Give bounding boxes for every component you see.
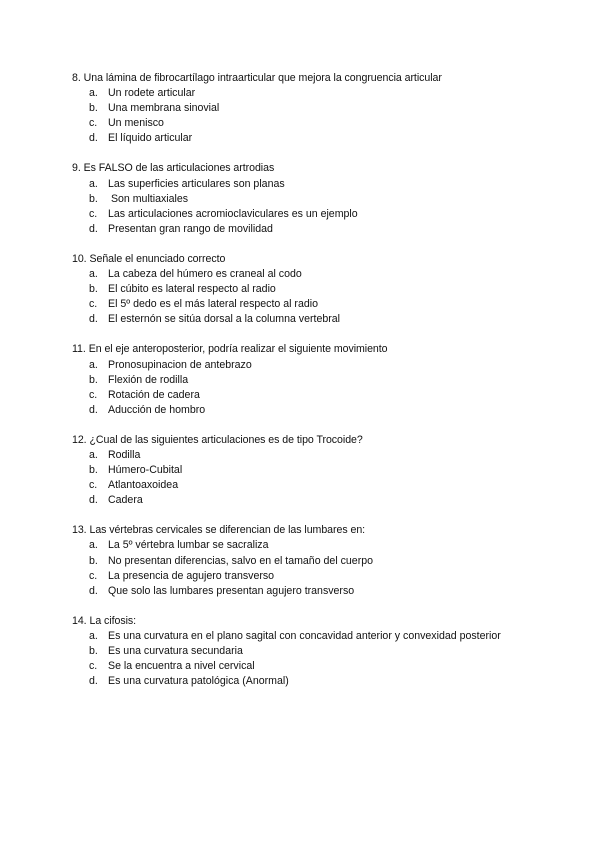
option-c [72, 569, 572, 584]
question-text: Una lámina de fibrocartílago intraarticular que mejora la congruencia articular [83, 72, 442, 84]
option-letter: d. [89, 584, 98, 597]
question-10 [72, 252, 572, 327]
question-stem [72, 71, 572, 86]
option-letter: d. [89, 222, 98, 235]
question-list [72, 71, 572, 704]
question-text: Señale el enunciado correcto [89, 252, 226, 265]
option-letter: a. [89, 87, 98, 100]
option-text: La presencia de agujero transverso [108, 569, 275, 582]
question-number: 13. [72, 524, 87, 537]
option-letter: b. [89, 554, 98, 567]
option-text: El 5º dedo es el más lateral respecto al radio [108, 298, 318, 311]
option-text: Son multiaxiales [108, 192, 189, 205]
question-9 [72, 161, 572, 236]
question-stem [72, 614, 572, 629]
question-text: La cifosis: [89, 614, 137, 627]
question-text: Es FALSO de las articulaciones artrodias [83, 162, 275, 175]
question-text: ¿Cual de las siguientes articulaciones es de tipo Trocoide? [89, 433, 363, 446]
option-letter: c. [89, 207, 98, 220]
option-text: Rodilla [108, 448, 141, 461]
question-8 [72, 71, 572, 146]
option-list [72, 267, 572, 327]
option-letter: c. [89, 298, 98, 311]
question-stem [72, 342, 572, 357]
option-text: La 5º vértebra lumbar se sacraliza [108, 539, 269, 552]
option-letter: b. [89, 464, 98, 477]
option-b [72, 192, 572, 207]
option-letter: a. [89, 358, 98, 371]
option-b [72, 373, 572, 388]
option-b [72, 644, 572, 659]
option-d [72, 131, 572, 146]
option-c [72, 478, 572, 493]
option-list [72, 448, 572, 508]
option-letter: c. [89, 117, 98, 130]
option-letter: c. [89, 660, 98, 673]
question-12 [72, 433, 572, 508]
question-number: 11. [72, 343, 86, 356]
option-letter: a. [89, 539, 98, 552]
option-letter: b. [89, 373, 98, 386]
question-stem [72, 161, 572, 176]
option-text: Una membrana sinovial [108, 102, 220, 115]
option-d [72, 674, 572, 689]
option-text: Un rodete articular [108, 87, 196, 100]
option-letter: a. [89, 629, 98, 642]
option-text: No presentan diferencias, salvo en el tamaño del cuerpo [108, 554, 374, 567]
option-c [72, 388, 572, 403]
option-c [72, 207, 572, 222]
option-text: Es una curvatura patológica (Anormal) [108, 675, 289, 688]
option-b [72, 101, 572, 116]
option-text: El líquido articular [108, 132, 193, 145]
option-d [72, 584, 572, 599]
option-list [72, 629, 572, 689]
option-a [72, 267, 572, 282]
option-a [72, 629, 572, 644]
option-text: Que solo las lumbares presentan agujero transverso [108, 584, 355, 597]
option-letter: c. [89, 388, 98, 401]
option-text: Pronosupinacion de antebrazo [108, 358, 252, 371]
option-text: Aducción de hombro [108, 403, 206, 416]
question-13 [72, 523, 572, 598]
option-c [72, 116, 572, 131]
option-d [72, 493, 572, 508]
option-c [72, 659, 572, 674]
option-letter: b. [89, 283, 98, 296]
option-letter: b. [89, 192, 98, 205]
option-d [72, 403, 572, 418]
option-letter: a. [89, 268, 98, 281]
option-b [72, 554, 572, 569]
option-a [72, 177, 572, 192]
option-text: Se la encuentra a nivel cervical [108, 660, 255, 673]
option-letter: d. [89, 132, 98, 145]
question-text: En el eje anteroposterior, podría realizar el siguiente movimiento [88, 343, 388, 356]
option-a [72, 86, 572, 101]
question-text: Las vértebras cervicales se diferencian de las lumbares en: [89, 524, 366, 537]
question-number: 14. [72, 614, 87, 627]
option-list [72, 538, 572, 598]
option-b [72, 282, 572, 297]
option-letter: d. [89, 313, 98, 326]
option-text: Atlantoaxoidea [108, 479, 179, 492]
option-text: Las articulaciones acromioclaviculares es un ejemplo [108, 207, 358, 220]
option-a [72, 538, 572, 553]
option-text: Flexión de rodilla [108, 373, 189, 386]
option-c [72, 297, 572, 312]
question-11 [72, 342, 572, 417]
option-letter: a. [89, 448, 98, 461]
option-text: El cúbito es lateral respecto al radio [108, 283, 276, 296]
option-text: Las superficies articulares son planas [108, 177, 285, 190]
option-text: La cabeza del húmero es craneal al codo [108, 268, 302, 281]
question-number: 9. [72, 162, 81, 175]
option-b [72, 463, 572, 478]
option-letter: a. [89, 177, 98, 190]
option-letter: b. [89, 645, 98, 657]
option-text: Un menisco [108, 117, 164, 130]
question-number: 10. [72, 252, 87, 265]
option-text: Rotación de cadera [108, 388, 200, 401]
option-letter: d. [89, 403, 98, 416]
option-d [72, 222, 572, 237]
option-letter: c. [89, 479, 98, 492]
option-letter: c. [89, 569, 98, 582]
option-d [72, 312, 572, 327]
option-text: Es una curvatura en el plano sagital con concavidad anterior y convexidad posterior [108, 629, 501, 642]
option-list [72, 358, 572, 418]
option-text: El esternón se sitúa dorsal a la columna vertebral [108, 313, 341, 326]
option-a [72, 448, 572, 463]
option-text: Húmero-Cubital [108, 464, 183, 477]
question-14 [72, 614, 572, 689]
option-text: Es una curvatura secundaria [108, 645, 243, 657]
question-number: 8. [72, 72, 81, 84]
option-list [72, 86, 572, 146]
option-text: Cadera [108, 494, 143, 507]
option-letter: d. [89, 494, 98, 507]
question-number: 12. [72, 433, 87, 446]
option-text: Presentan gran rango de movilidad [108, 222, 273, 235]
option-a [72, 358, 572, 373]
option-list [72, 177, 572, 237]
question-stem [72, 252, 572, 267]
question-stem [72, 523, 572, 538]
option-letter: d. [89, 675, 98, 688]
question-stem [72, 433, 572, 448]
option-letter: b. [89, 102, 98, 115]
